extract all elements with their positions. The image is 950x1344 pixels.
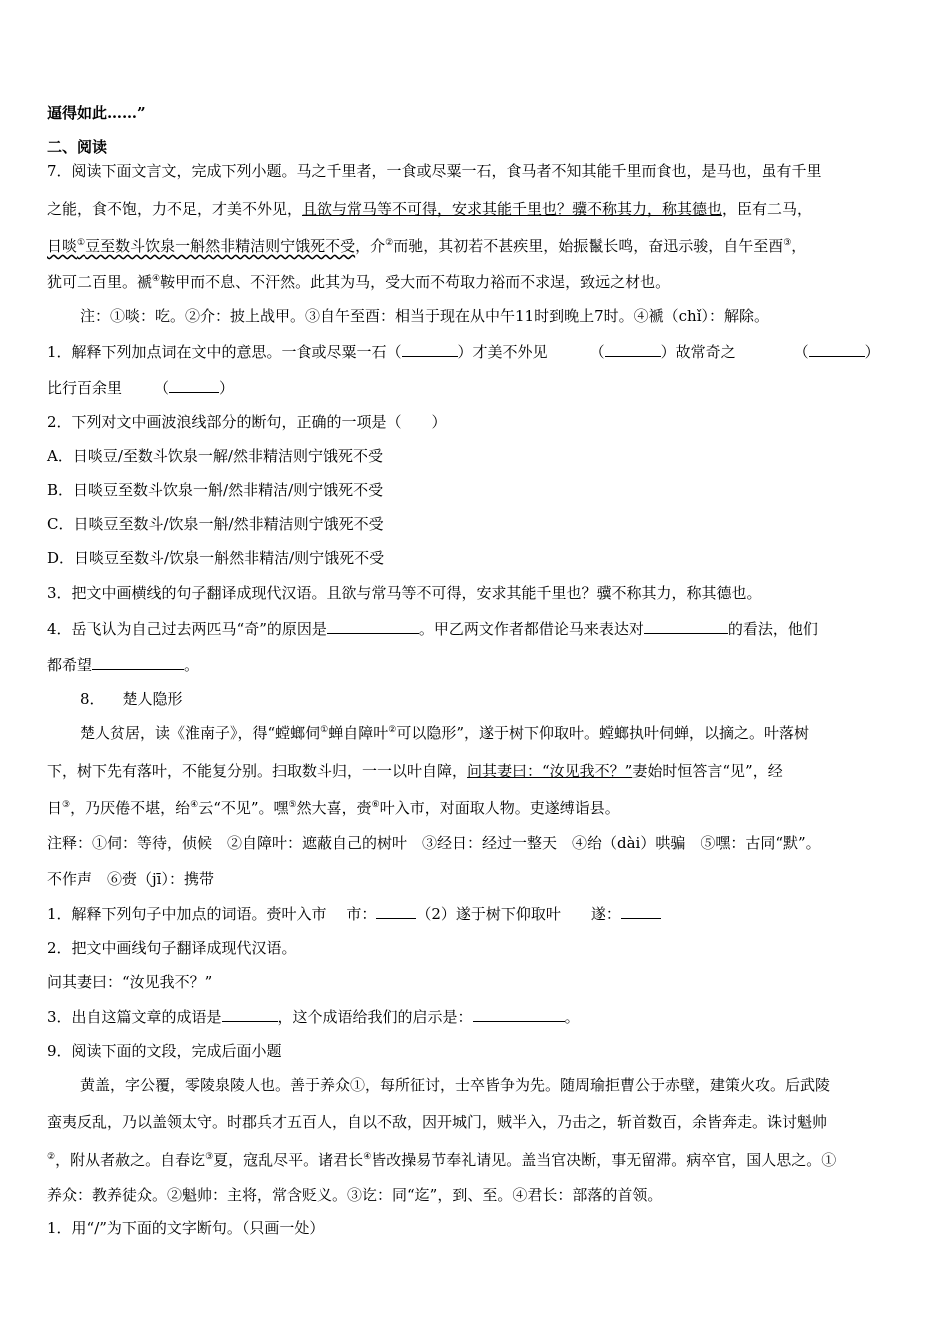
q7-sub4-cont: 都希望 。 xyxy=(47,656,200,674)
q7-sub1-cont: 比行百余里 （ ） xyxy=(47,379,235,397)
underlined-sentence: 问其妻曰：“汝见我不？” xyxy=(467,762,633,780)
q8-passage-line-3: 日③，乃厌倦不堪，绐④云“不见”。嘿⑤然大喜，赍⑥叶入市，对面取人物。吏遂缚诣县。 xyxy=(47,799,620,817)
q9-sub1: 1．用“/”为下面的文字断句。（只画一处） xyxy=(47,1219,325,1237)
option-d[interactable]: D．日啖豆至数斗/饮泉一斛然非精洁/则宁饿死不受 xyxy=(47,549,385,567)
answer-blank[interactable] xyxy=(621,903,661,919)
q7-sub1: 1．解释下列加点词在文中的意思。一食或尽粟一石（ ）才美不外见 （ ）故常奇之 （ ） xyxy=(47,343,880,361)
underlined-sentence: 且欲与常马等不可得，安求其能千里也？骥不称其力，称其德也 xyxy=(302,200,723,218)
q9-passage-line-4: 养众：教养徒众。②魁帅：主将，常含贬义。③讫：同“迄”，到、至。④君长：部落的首领。 xyxy=(47,1186,663,1204)
q7-sub4: 4．岳飞认为自己过去两匹马“奇”的原因是 。甲乙两文作者都借论马来表达对 的看法，他们 xyxy=(47,620,818,638)
intro-tail: 逼得如此……” xyxy=(47,104,146,122)
option-b[interactable]: B．日啖豆至数斗饮泉一斛/然非精洁/则宁饿死不受 xyxy=(47,481,384,499)
q7-note: 注：①啖：吃。②介：披上战甲。③自午至酉：相当于现在从中午11时到晚上7时。④褫（chǐ）：解除。 xyxy=(80,307,769,325)
answer-blank[interactable] xyxy=(473,1006,565,1022)
q8-sub3: 3．出自这篇文章的成语是 ，这个成语给我们的启示是： 。 xyxy=(47,1008,580,1026)
q8-title: 8． 楚人隐形 xyxy=(80,690,183,708)
answer-blank[interactable] xyxy=(92,654,184,670)
q9-passage-line-2: 蛮夷反乱，乃以盖领太守。时郡兵才五百人，自以不敌，因开城门，贼半入，乃击之，斩首数百，余皆奔走。诛讨魁帅 xyxy=(47,1113,828,1131)
q7-passage-line-3: 日啖①豆至数斗饮泉一斛然非精洁则宁饿死不受，介②而驰，其初若不甚疾里，始振鬣长鸣，奋迅示骏，自午至酉③， xyxy=(47,237,807,255)
option-a[interactable]: A．日啖豆/至数斗饮泉一解/然非精洁则宁饿死不受 xyxy=(47,447,383,465)
answer-blank[interactable] xyxy=(402,341,458,357)
q7-sub3: 3．把文中画横线的句子翻译成现代汉语。且欲与常马等不可得，安求其能千里也？骥不称其力，称其德也。 xyxy=(47,584,762,602)
q9-intro: 9．阅读下面的文段，完成后面小题 xyxy=(47,1042,282,1060)
answer-blank[interactable] xyxy=(327,618,419,634)
q8-sub2-sentence: 问其妻曰：“汝见我不？” xyxy=(47,973,213,991)
q9-passage-line-1: 黄盖，字公覆，零陵泉陵人也。善于养众①，每所征讨，士卒皆争为先。随周瑜拒曹公于赤壁，建策火攻。后武陵 xyxy=(80,1076,831,1094)
answer-blank[interactable] xyxy=(605,341,661,357)
q8-passage-line-1: 楚人贫居，读《淮南子》，得“螳螂伺①蝉自障叶②可以隐形”，遂于树下仰取叶。螳螂执叶伺蝉，以摘之。叶落树 xyxy=(80,724,810,742)
answer-blank[interactable] xyxy=(644,618,728,634)
q9-passage-line-3: ②，附从者赦之。自春讫③夏，寇乱尽平。诸君长④皆改操易节奉礼请见。盖当官决断，事无留滞。病卒官，国人思之。① xyxy=(47,1151,837,1169)
answer-blank[interactable] xyxy=(169,377,219,393)
q8-passage-line-2: 下，树下先有落叶，不能复分别。扫取数斗归，一一以叶自障，问其妻曰：“汝见我不？”妻始时恒答言“见”，经 xyxy=(47,762,783,780)
q7-passage-line-1: 7．阅读下面文言文，完成下列小题。马之千里者，一食或尽粟一石，食马者不知其能千里而食也，是马也，虽有千里 xyxy=(47,162,822,180)
wavy-sentence: 日啖①豆至数斗饮泉一斛然非精洁则宁饿死不受 xyxy=(47,237,356,255)
answer-blank[interactable] xyxy=(222,1006,278,1022)
answer-blank[interactable] xyxy=(376,903,416,919)
answer-blank[interactable] xyxy=(809,341,865,357)
q8-sub1: 1．解释下列句子中加点的词语。赍叶入市 市： （2）遂于树下仰取叶 遂： xyxy=(47,903,661,924)
q8-sub2: 2．把文中画线句子翻译成现代汉语。 xyxy=(47,939,297,957)
q8-note-1: 注释：①伺：等待，侦候 ②自障叶：遮蔽自己的树叶 ③经日：经过一整天 ④绐（dài）哄骗 ⑤嘿：古同“默”。 xyxy=(47,834,821,852)
q8-note-2: 不作声 ⑥赍（jī）：携带 xyxy=(47,870,214,888)
option-c[interactable]: C．日啖豆至数斗/饮泉一斛/然非精洁则宁饿死不受 xyxy=(47,515,384,533)
q7-passage-line-4: 犹可二百里。褫④鞍甲而不息、不汗然。此其为马，受大而不苟取力裕而不求逞，致远之材也。 xyxy=(47,273,671,291)
q7-passage-line-2: 之能，食不饱，力不足，才美不外见，且欲与常马等不可得，安求其能千里也？骥不称其力，称其德也，臣有二马， xyxy=(47,200,813,218)
section-title: 二、阅读 xyxy=(47,138,108,156)
q7-sub2: 2．下列对文中画波浪线部分的断句，正确的一项是（ ） xyxy=(47,413,447,431)
